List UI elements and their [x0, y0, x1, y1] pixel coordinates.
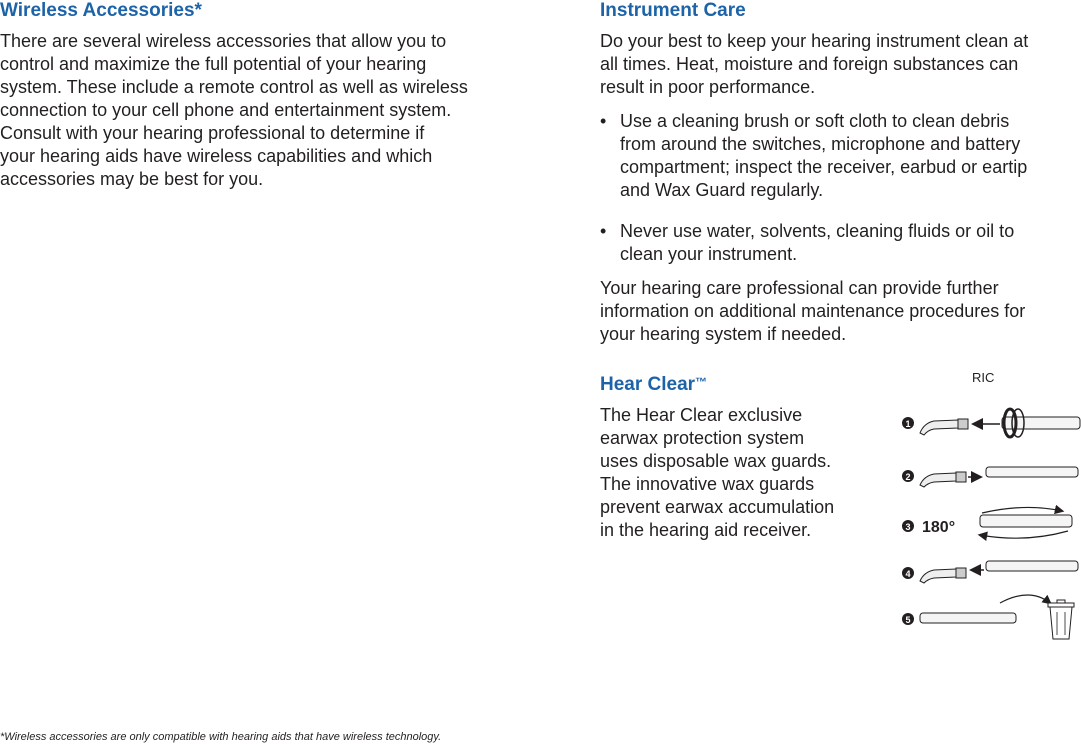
step-4-illustration [902, 561, 1078, 583]
text-line: connection to your cell phone and entertainment system. [0, 100, 452, 120]
text-line: Never use water, solvents, cleaning fluids or oil to [620, 221, 1015, 241]
step-2-illustration [902, 467, 1078, 487]
step-3-illustration [902, 507, 1072, 538]
bullet-marker: • [600, 111, 607, 131]
care-bullet-2 [600, 220, 1070, 267]
text-line: earwax protection system [600, 428, 805, 448]
step-5-illustration [902, 595, 1050, 625]
text-line: Your hearing care professional can provide further [600, 278, 999, 298]
text-line: your hearing system if needed. [600, 324, 847, 344]
text-line: information on additional maintenance procedures for [600, 301, 1026, 321]
text-line: system. These include a remote control as well as wireless [0, 77, 468, 97]
ric-label: RIC [972, 370, 995, 385]
hear-clear-heading [600, 374, 707, 396]
step-5-number: 5 [905, 615, 911, 625]
text-line: compartment; inspect the receiver, earbud or eartip [620, 157, 1028, 177]
step-1-number: 1 [905, 419, 911, 429]
hear-clear-title: Hear Clear [600, 374, 696, 395]
trash-bin-icon [1048, 600, 1074, 639]
instrument-care-heading: Instrument Care [600, 0, 746, 21]
step-3-number: 3 [905, 522, 911, 532]
trademark-symbol: ™ [695, 375, 708, 389]
text-line: accessories may be best for you. [0, 169, 264, 189]
step-4-number: 4 [905, 569, 911, 579]
text-line: The Hear Clear exclusive [600, 405, 803, 425]
rotation-label: 180° [922, 519, 956, 536]
instrument-care-outro [600, 277, 1025, 346]
text-line: from around the switches, microphone and battery [620, 134, 1021, 154]
text-line: result in poor performance. [600, 77, 816, 97]
step-2-number: 2 [905, 472, 911, 482]
step-1-illustration [902, 409, 1080, 437]
wax-guard-diagram [890, 365, 1081, 647]
text-line: The innovative wax guards [600, 474, 815, 494]
text-line: in the hearing aid receiver. [600, 520, 812, 540]
instrument-care-intro [600, 30, 1028, 99]
text-line: There are several wireless accessories that allow you to [0, 31, 447, 51]
text-line: and Wax Guard regularly. [620, 180, 824, 200]
wireless-accessories-heading: Wireless Accessories* [0, 0, 202, 21]
text-line: uses disposable wax guards. [600, 451, 832, 471]
text-line: Consult with your hearing professional to determine if [0, 123, 425, 143]
text-line: Do your best to keep your hearing instrument clean at [600, 31, 1029, 51]
text-line: all times. Heat, moisture and foreign substances can [600, 54, 1019, 74]
text-line: clean your instrument. [620, 244, 798, 264]
footnote: *Wireless accessories are only compatible with hearing aids that have wireless technology. [0, 731, 442, 743]
text-line: prevent earwax accumulation [600, 497, 835, 517]
care-bullet-1 [600, 110, 1070, 204]
bullet-marker: • [600, 221, 607, 241]
text-line: your hearing aids have wireless capabilities and which [0, 146, 433, 166]
wireless-accessories-paragraph [0, 30, 468, 191]
hear-clear-paragraph [600, 404, 834, 542]
text-line: Use a cleaning brush or soft cloth to clean debris [620, 111, 1010, 131]
text-line: control and maximize the full potential of your hearing [0, 54, 427, 74]
